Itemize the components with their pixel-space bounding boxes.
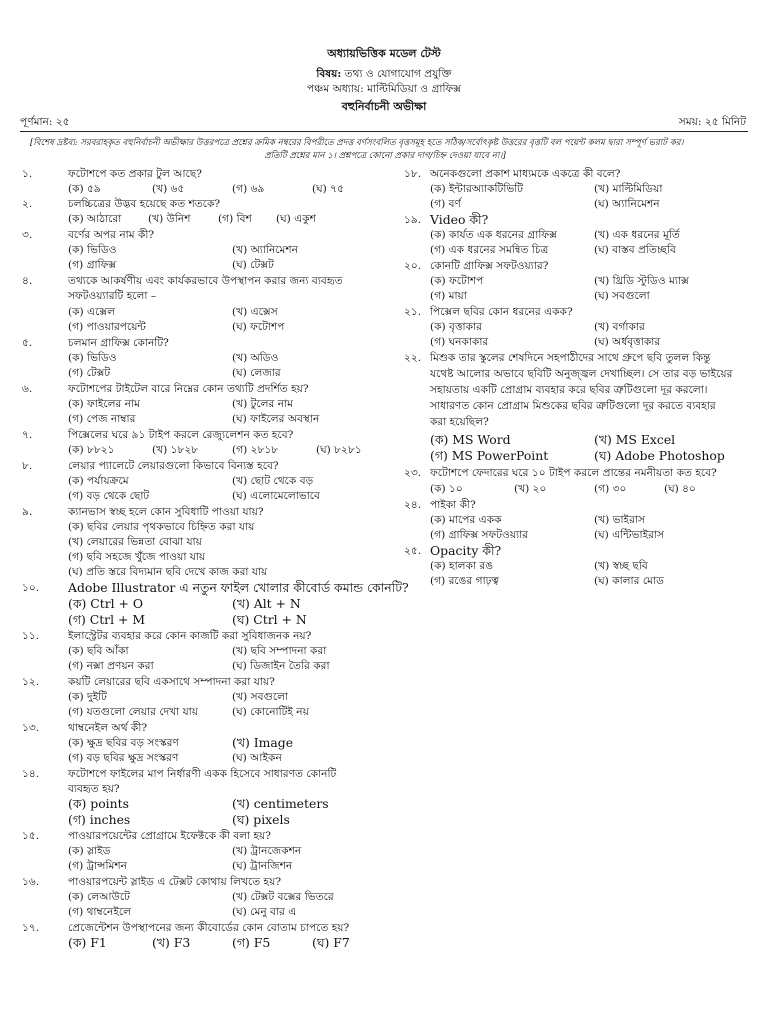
- question-number: ২২.: [404, 352, 422, 364]
- option-a: (ক) হালকা রঙ: [430, 560, 494, 572]
- option-a: (ক) মাপের একক: [430, 514, 502, 526]
- option-d: (ঘ) এলোমেলোভাবে: [232, 490, 320, 502]
- option-b: (খ) ছোট থেকে বড়: [232, 475, 314, 487]
- question-number: ৫.: [22, 337, 33, 349]
- question-number: ২০.: [404, 260, 422, 272]
- option-d: (ঘ) অর্ধবৃত্তাকার: [594, 336, 661, 348]
- option-b: (খ) ভাইরাস: [594, 514, 645, 526]
- option-d: (ঘ) pixels: [232, 812, 290, 827]
- option-a: (ক) ভিডিও: [68, 244, 117, 256]
- option-b: (খ) টেক্সট বক্সের ভিতরে: [232, 891, 334, 903]
- full-marks: পূর্ণমান: ২৫: [20, 116, 70, 128]
- question-number: ১৩.: [22, 722, 40, 734]
- option-c: (গ) ৬৯: [232, 183, 265, 195]
- option-a: (ক) Ctrl + O: [68, 596, 144, 611]
- question-text: ফটোশপে কত প্রকার টুল আছে?: [68, 168, 202, 180]
- option-c: (গ) বড় থেকে ছোট: [68, 490, 150, 502]
- option-c: (গ) বিশ: [218, 213, 252, 225]
- option-d: (ঘ) আইকন: [232, 752, 282, 764]
- question-number: ৮.: [22, 460, 33, 472]
- question-text: কোনটি গ্রাফিক্স সফটওয়্যার?: [430, 260, 549, 272]
- header-divider: [20, 131, 748, 132]
- question-text: পিক্সেলের ঘরে ৯১ টাইপ করলে রেজ্যুলেশন কত হবে?: [68, 429, 294, 441]
- question-text: ফটোশপের টাইটেল বারে নিম্নের কোন তথ্যটি প্রদর্শিত হয়?: [68, 383, 309, 395]
- option-d: (ঘ) অ্যানিমেশন: [594, 198, 660, 210]
- option-c: (গ) পেজ নাম্বার: [68, 413, 136, 425]
- option-c: (গ) ২৮১৮: [232, 444, 279, 456]
- option-c: (গ) ঘনকাকার: [430, 336, 489, 348]
- question-number: ১৮.: [404, 168, 422, 180]
- question-number: ৪.: [22, 275, 33, 287]
- question-number: ১.: [22, 168, 33, 180]
- option-a: (ক) পর্যায়ক্রমে: [68, 475, 129, 487]
- question-text: Opacity কী?: [430, 543, 502, 558]
- option-b: (খ) মাল্টিমিডিয়া: [594, 183, 663, 195]
- option-d: (ঘ) টেক্সট: [232, 259, 274, 271]
- question-text: অনেকগুলো প্রকাশ মাধ্যমকে একত্রে কী বলে?: [430, 168, 621, 180]
- option-b: (খ) এক ধরনের মূর্তি: [594, 229, 680, 241]
- option-a: (ক) points: [68, 796, 129, 811]
- question-number: ১০.: [22, 582, 40, 594]
- question-number: ১১.: [22, 630, 40, 642]
- option-a: (ক) বৃত্তাকার: [430, 321, 482, 333]
- subject-name: তথ্য ও যোগাযোগ প্রযুক্তি: [344, 68, 452, 80]
- option-d: (ঘ) ট্রানজিশন: [232, 860, 293, 872]
- question-text: মিশুক তার স্কুলের শেষদিনে সহপাঠীদের সাথে গ্রুপে ছবি তুলল কিন্তু: [430, 352, 711, 364]
- option-b: (খ) থ্রিডি স্টুডিও ম্যাক্স: [594, 275, 689, 287]
- option-a: (ক) দুইটি: [68, 691, 107, 703]
- option-a: (ক) ছবি আঁকা: [68, 645, 129, 657]
- question-text: ফটোশপে ফাইলের মাপ নির্ধারণী একক হিসেবে সাধারণত কোনটি: [68, 768, 337, 780]
- question-text-cont: সহায়তায় একটি প্রোগ্রাম ব্যবহার করে ছবির ত্রুটিগুলো দূর করলো।: [430, 384, 708, 396]
- question-text: তথ্যকে আকর্ষণীয় এবং কার্যকরভাবে উপস্থাপন করার জন্য ব্যবহৃত: [68, 275, 343, 287]
- option-b: (খ) স্বচ্ছ ছবি: [594, 560, 648, 572]
- option-d: (ঘ) সবগুলো: [594, 290, 650, 302]
- question-number: ২৪.: [404, 499, 422, 511]
- option-d: (ঘ) কোনোটিই নয়: [232, 706, 309, 718]
- option-b: (খ) MS Excel: [594, 432, 676, 447]
- question-text: বর্ণের অপর নাম কী?: [68, 229, 155, 241]
- chapter-line: পঞ্চম অধ্যায়: মাল্টিমিডিয়া ও গ্রাফিক্স: [306, 83, 462, 95]
- question-text: লেয়ার প্যালেটে লেয়ারগুলো কিভাবে বিন্যস্ত হবে?: [68, 460, 279, 472]
- instructions-line-1: [বিশেষ দ্রষ্টব্য: সরবরাহকৃত বহুনির্বাচনী অভীক্ষার উত্তরপত্রে প্রশ্নের ক্রমিক নম্বরের বিপরীতে প্রদত্ত বর্ণসংবলিত বৃত্তসমূহ হতে সঠিক/সর্বোৎকৃষ্ট উত্তরের বৃত্তটি বল পয়েন্ট কলম দ্বারা সম্পূর্ণ ভরাট কর।: [30, 138, 684, 148]
- option-c: (গ) টেক্সট: [68, 367, 111, 379]
- question-number: ১৭.: [22, 922, 40, 934]
- option-d: (ঘ) কালার মোড: [594, 575, 664, 587]
- question-text: Adobe Illustrator এ নতুন ফাইল খোলার কীবোর্ড কমান্ড কোনটি?: [68, 580, 409, 595]
- option-a: (ক) ফাইলের নাম: [68, 398, 140, 410]
- option-a: (ক) MS Word: [430, 432, 511, 447]
- question-text: থাম্বনেইল অর্থ কী?: [68, 722, 148, 734]
- question-text: কয়টি লেয়ারের ছবি একসাথে সম্পাদনা করা যায়?: [68, 676, 275, 688]
- option-c: (গ) বর্ণ: [430, 198, 461, 210]
- option-b: (খ) টুলের নাম: [232, 398, 293, 410]
- option-c: (গ) গ্রাফিক্স সফটওয়্যার: [430, 529, 529, 541]
- option-a: (ক) ভিডিও: [68, 352, 117, 364]
- option-a: (ক) ৮৮২১: [68, 444, 115, 456]
- option-d: (ঘ) ফটোশপ: [232, 321, 285, 333]
- option-b: (খ) ট্রানজেকশন: [232, 845, 302, 857]
- option-b-label: (খ) Image: [232, 735, 294, 750]
- option-d: (ঘ) Adobe Photoshop: [594, 448, 725, 463]
- option-b: (খ) ছবি সম্পাদনা করা: [232, 645, 327, 657]
- question-text: পাইকা কী?: [430, 499, 476, 511]
- question-number: ৩.: [22, 229, 33, 241]
- option-a: (ক) ছবির লেয়ার পৃথকভাবে চিহ্নিত করা যায়: [68, 521, 255, 533]
- option-b: (খ) centimeters: [232, 796, 329, 811]
- question-number: ৬.: [22, 383, 33, 395]
- option-c: (গ) যতগুলো লেয়ার দেখা যায়: [68, 706, 198, 718]
- question-text-cont: সাধারণত কোন প্রোগ্রাম মিশুকের ছবির ত্রুটিগুলো দূর করতে ব্যবহার: [430, 400, 716, 412]
- option-a: (ক) লেআউটে: [68, 891, 130, 903]
- option-a: (ক) স্লাইড: [68, 845, 111, 857]
- option-a: (ক) ইন্টারঅ্যাকটিভিটি: [430, 183, 524, 195]
- page-title: অধ্যায়ভিত্তিক মডেল টেস্ট: [327, 47, 441, 60]
- option-b: (খ) অ্যানিমেশন: [232, 244, 298, 256]
- option-a: (ক) ফটোশপ: [430, 275, 484, 287]
- option-a: (ক) F1: [68, 935, 107, 950]
- question-text-cont: ব্যবহৃত হয়?: [68, 783, 120, 795]
- option-b: (খ) ২০: [514, 483, 547, 495]
- question-number: ২৫.: [404, 545, 422, 557]
- question-number: ২.: [22, 198, 33, 210]
- question-text: Video কী?: [430, 212, 489, 227]
- option-d: (ঘ) বাস্তব প্রতিচ্ছবি: [594, 244, 676, 256]
- option-d: (ঘ) প্রতি স্তরে বিদ্যমান ছবি দেখে কাজ করা যায়: [68, 566, 268, 578]
- option-d: (ঘ) ৭৫: [312, 183, 344, 195]
- question-number: ২৩.: [404, 467, 422, 479]
- time-limit: সময়: ২৫ মিনিট: [678, 116, 746, 128]
- question-text-cont: করা হয়েছিল?: [430, 416, 489, 428]
- option-a: (ক) ১০: [430, 483, 463, 495]
- question-text: পিক্সেল ছবির কোন ধরনের একক?: [430, 306, 573, 318]
- option-b: (খ) লেয়ারের ভিন্নতা বোঝা যায়: [68, 536, 202, 548]
- question-text: চলমান গ্রাফিক্স কোনটি?: [68, 337, 169, 349]
- question-text-cont: যথেষ্ট আলোর অভাবে ছবিটি অনুজ্জ্বল দেখাচ্ছিল। সে তার বড় ভাইয়ের: [430, 368, 733, 380]
- option-d: (ঘ) মেনু বার এ: [232, 906, 297, 918]
- option-c: (গ) নক্সা প্রণয়ন করা: [68, 660, 154, 672]
- question-text: প্রেজেন্টেশন উপস্থাপনের জন্য কীবোর্ডের কোন বোতাম চাপতে হয়?: [68, 922, 350, 934]
- option-c: (গ) এক ধরনের সমন্বিত চিত্র: [430, 244, 549, 256]
- option-c: (গ) MS PowerPoint: [430, 448, 549, 463]
- option-c: (গ) inches: [68, 812, 131, 827]
- option-d: (ঘ) ৮২৮১: [316, 444, 362, 456]
- question-text: পাওয়ারপয়েন্ট স্লাইড এ টেক্সট কোথায় লিখতে হয়?: [68, 876, 282, 888]
- option-c: (গ) থাম্বনেইলে: [68, 906, 131, 918]
- option-d: (ঘ) ডিজাইন তৈরি করা: [232, 660, 330, 672]
- option-c: (গ) ৩০: [594, 483, 627, 495]
- option-b: (খ) ৬৫: [152, 183, 185, 195]
- option-d: (ঘ) ৪০: [664, 483, 696, 495]
- option-d: (ঘ) Ctrl + N: [232, 612, 307, 627]
- subject-label: বিষয়:: [316, 68, 342, 80]
- option-c: (গ) ট্রান্সমিশন: [68, 860, 128, 872]
- option-d: (ঘ) F7: [312, 935, 350, 950]
- option-b: (খ) অডিও: [232, 352, 279, 364]
- question-text-cont: সফটওয়্যারটি হলো –: [68, 290, 157, 302]
- option-a: (ক) আঠারো: [68, 213, 122, 225]
- option-c: (গ) পাওয়ারপয়েন্ট: [68, 321, 146, 333]
- option-d: (ঘ) একুশ: [276, 213, 316, 225]
- option-a: (ক) কার্যত এক ধরনের গ্রাফিক্স: [430, 229, 557, 241]
- option-d: (ঘ) এন্টিভাইরাস: [594, 529, 664, 541]
- option-d: (ঘ) ফাইলের অবস্থান: [232, 413, 320, 425]
- question-number: ১৬.: [22, 876, 40, 888]
- question-text: ফটোশপে ফেদারের ঘরে ১০ টাইপ করলে প্রান্তের নমনীয়তা কত হবে?: [430, 467, 717, 479]
- question-text: ইলাস্ট্রেটর ব্যবহার করে কোন কাজটি করা সুবিধাজনক নয়?: [68, 630, 312, 642]
- question-number: ৯.: [22, 506, 33, 518]
- option-b: [232, 736, 293, 751]
- option-b: (খ) বর্গাকার: [594, 321, 645, 333]
- question-number: ১২.: [22, 676, 40, 688]
- option-b: (খ) Alt + N: [232, 596, 301, 611]
- option-a: (ক) এক্সেল: [68, 306, 116, 318]
- option-b: (খ) এক্সেস: [232, 306, 278, 318]
- question-number: ১৯.: [404, 214, 422, 226]
- question-number: ১৪.: [22, 768, 40, 780]
- option-b: (খ) F3: [152, 935, 191, 950]
- question-number: ২১.: [404, 306, 422, 318]
- option-d: (ঘ) লেজার: [232, 367, 281, 379]
- option-b: (খ) ১৮২৮: [152, 444, 199, 456]
- option-b: (খ) সবগুলো: [232, 691, 289, 703]
- question-text: পাওয়ারপয়েন্টের প্রোগ্রামে ইফেক্টকে কী বলা হয়?: [68, 830, 271, 842]
- option-c: (গ) গ্রাফিক্স: [68, 259, 117, 271]
- option-c: (গ) Ctrl + M: [68, 612, 146, 627]
- question-text: ক্যানভাস স্বচ্ছ হলে কোন সুবিধাটি পাওয়া যায়?: [68, 506, 264, 518]
- option-c: (গ) F5: [232, 935, 271, 950]
- option-c: (গ) রঙের গাঢ়ত্ব: [430, 575, 499, 587]
- option-b: (খ) উনিশ: [148, 213, 191, 225]
- option-a: (ক) ৫৯: [68, 183, 101, 195]
- exam-type: বহুনির্বাচনী অভীক্ষা: [341, 100, 427, 113]
- option-c: (গ) মায়া: [430, 290, 467, 302]
- option-c: (গ) ছবি সহজে খুঁজে পাওয়া যায়: [68, 551, 206, 563]
- question-number: ১৫.: [22, 830, 40, 842]
- option-a: (ক) ক্ষুদ্র ছবির বড় সংস্করণ: [68, 737, 179, 749]
- option-c: (গ) বড় ছবির ক্ষুদ্র সংস্করণ: [68, 752, 179, 764]
- instructions-line-2: প্রতিটি প্রশ্নের মান ১। প্রশ্নপত্রে কোনো প্রকার দাগ/চিহ্ন দেওয়া যাবে না।]: [264, 151, 506, 161]
- question-number: ৭.: [22, 429, 33, 441]
- question-text: চলচ্চিত্রের উদ্ভব হয়েছে কত শতকে?: [68, 198, 221, 210]
